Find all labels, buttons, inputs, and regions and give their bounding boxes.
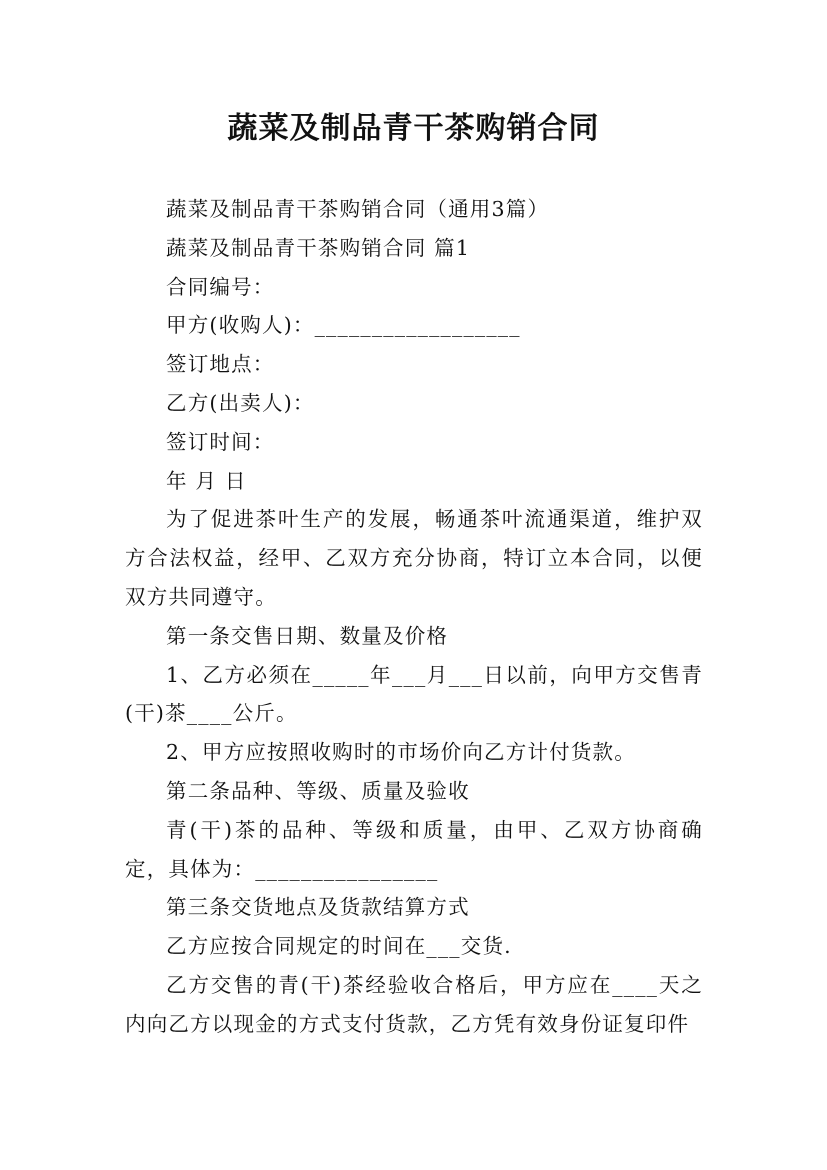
paragraph-date: 年 月 日 xyxy=(166,468,247,493)
paragraph-party-b: 乙方(出卖人)： xyxy=(166,390,315,415)
paragraph-article-1-item-1: 1、乙方必须在_____年___月___日以前，向甲方交售青(干)茶____公斤。 xyxy=(125,662,703,726)
paragraph-heading-part1: 蔬菜及制品青干茶购销合同 篇1 xyxy=(166,235,471,260)
document-body xyxy=(125,190,703,1044)
paragraph-heading-general: 蔬菜及制品青干茶购销合同（通用3篇） xyxy=(166,197,550,221)
paragraph-article-1-item-2: 2、甲方应按照收购时的市场价向乙方计付货款。 xyxy=(166,740,636,765)
paragraph-party-a: 甲方(收购人)：__________________ xyxy=(166,313,521,338)
paragraph-signing-place: 签订地点： xyxy=(166,352,275,377)
paragraph-preamble: 为了促进茶叶生产的发展，畅通茶叶流通渠道，维护双方合法权益，经甲、乙双方充分协商，特订立本合同，以便双方共同遵守。 xyxy=(125,507,703,609)
paragraph-contract-number: 合同编号： xyxy=(166,274,275,299)
paragraph-article-2: 第二条品种、等级、质量及验收 xyxy=(166,778,470,803)
paragraph-article-3: 第三条交货地点及货款结算方式 xyxy=(166,895,470,920)
paragraph-article-2-body: 青(干)茶的品种、等级和质量，由甲、乙双方协商确定，具体为：________________ xyxy=(125,817,703,881)
document-title: 蔬菜及制品青干茶购销合同 xyxy=(227,111,600,146)
paragraph-article-3-delivery: 乙方应按合同规定的时间在___交货. xyxy=(166,934,512,959)
paragraph-signing-time: 签订时间： xyxy=(166,429,275,454)
paragraph-article-3-payment: 乙方交售的青(干)茶经验收合格后，甲方应在____天之内向乙方以现金的方式支付货款，乙方凭有效身份证复印件 xyxy=(125,972,703,1036)
paragraph-article-1: 第一条交售日期、数量及价格 xyxy=(166,623,449,648)
